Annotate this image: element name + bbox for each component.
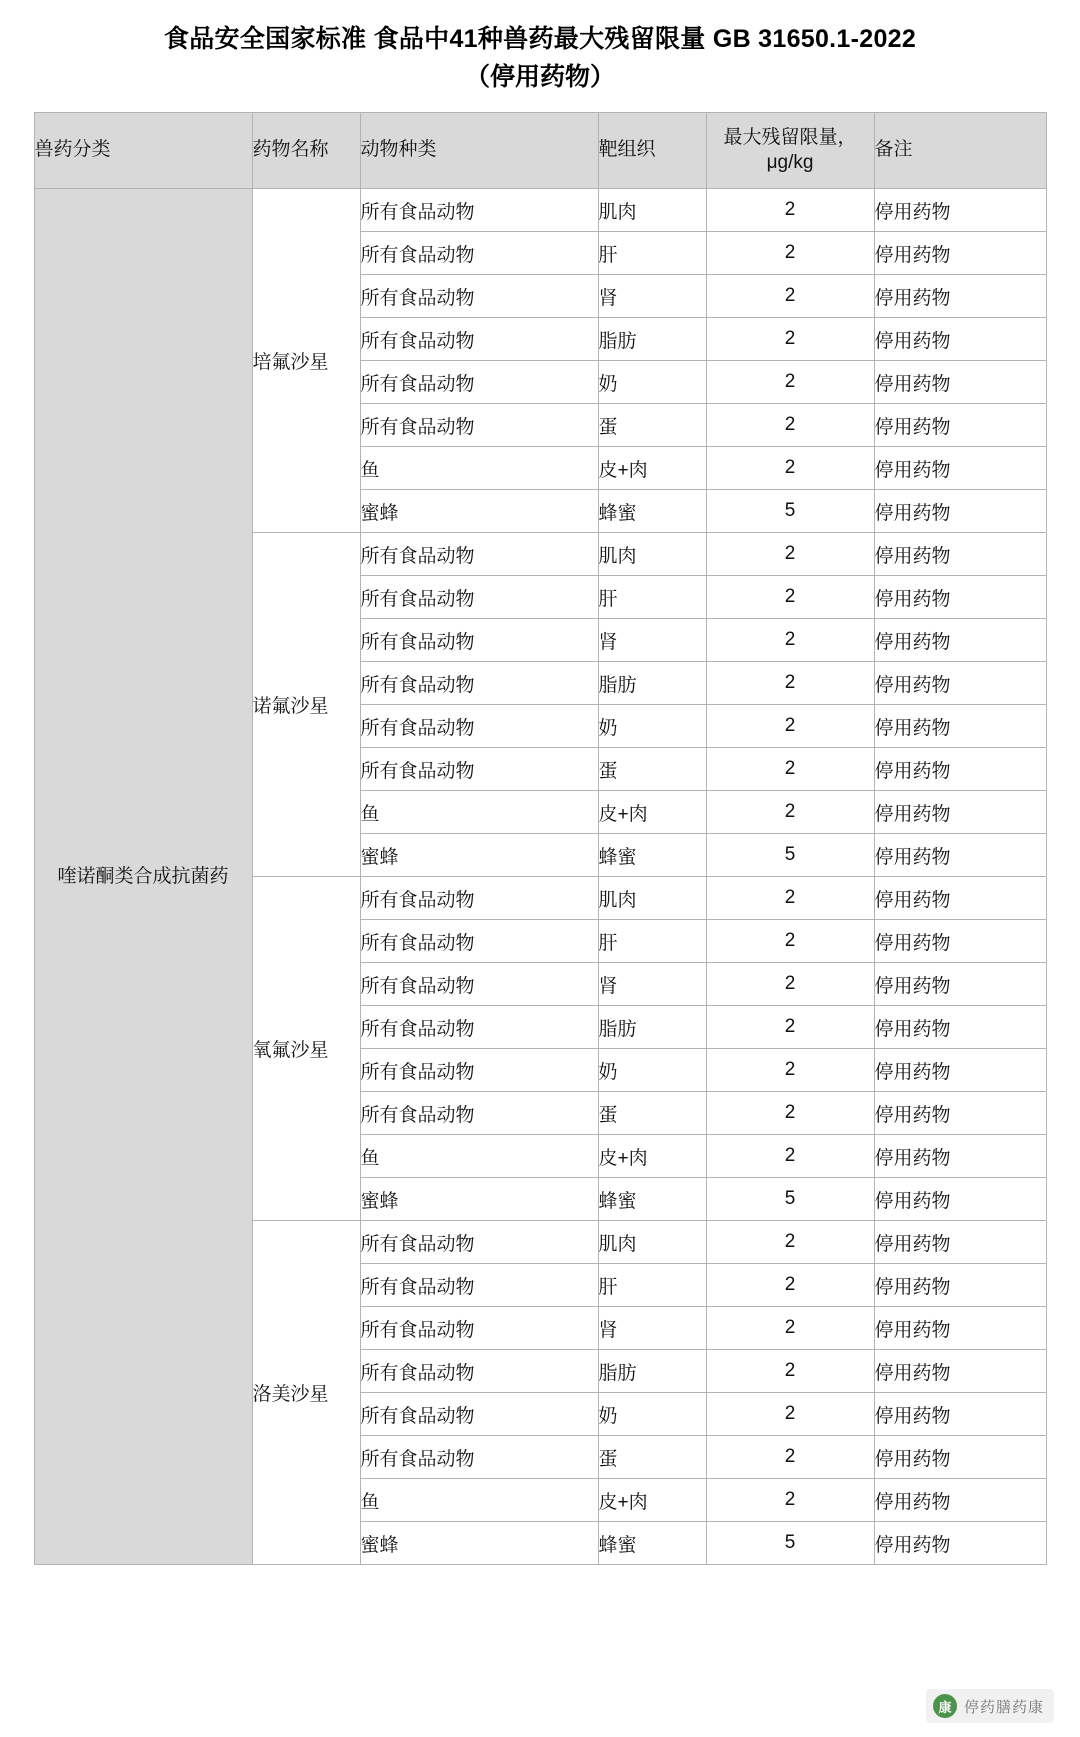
- cell-species: 所有食品动物: [360, 189, 598, 232]
- cell-mrl-value: 2: [706, 576, 874, 619]
- cell-mrl-value: 2: [706, 189, 874, 232]
- cell-mrl-value: 2: [706, 275, 874, 318]
- watermark: [926, 1689, 1054, 1723]
- watermark-label: 停药膳药康: [963, 1698, 1044, 1716]
- cell-mrl-value: 2: [706, 1436, 874, 1479]
- cell-note: 停用药物: [874, 1350, 1046, 1393]
- cell-tissue: 奶: [598, 705, 706, 748]
- cell-mrl-value: 2: [706, 748, 874, 791]
- cell-note: 停用药物: [874, 447, 1046, 490]
- cell-tissue: 肝: [598, 920, 706, 963]
- cell-note: 停用药物: [874, 963, 1046, 1006]
- cell-species: 所有食品动物: [360, 232, 598, 275]
- cell-mrl-value: 2: [706, 1135, 874, 1178]
- cell-tissue: 蛋: [598, 1436, 706, 1479]
- cell-note: 停用药物: [874, 1264, 1046, 1307]
- cell-tissue: 脂肪: [598, 1350, 706, 1393]
- cell-species: 所有食品动物: [360, 1092, 598, 1135]
- cell-drug-name: 培氟沙星: [252, 189, 360, 533]
- cell-species: 鱼: [360, 791, 598, 834]
- cell-note: 停用药物: [874, 705, 1046, 748]
- cell-species: 所有食品动物: [360, 1006, 598, 1049]
- cell-tissue: 奶: [598, 1393, 706, 1436]
- cell-species: 所有食品动物: [360, 318, 598, 361]
- cell-note: 停用药物: [874, 1049, 1046, 1092]
- cell-mrl-value: 2: [706, 1307, 874, 1350]
- cell-mrl-value: 2: [706, 533, 874, 576]
- cell-note: 停用药物: [874, 834, 1046, 877]
- cell-note: 停用药物: [874, 920, 1046, 963]
- cell-mrl-value: 2: [706, 1393, 874, 1436]
- column-header-mrl: 最大残留限量，μg/kg: [706, 113, 874, 189]
- cell-species: 蜜蜂: [360, 1178, 598, 1221]
- cell-mrl-value: 2: [706, 232, 874, 275]
- cell-drug-name: 诺氟沙星: [252, 533, 360, 877]
- cell-note: 停用药物: [874, 404, 1046, 447]
- cell-note: 停用药物: [874, 1393, 1046, 1436]
- cell-species: 所有食品动物: [360, 275, 598, 318]
- cell-tissue: 蜂蜜: [598, 1178, 706, 1221]
- cell-species: 所有食品动物: [360, 1307, 598, 1350]
- cell-species: 蜜蜂: [360, 834, 598, 877]
- cell-mrl-value: 2: [706, 619, 874, 662]
- cell-mrl-value: 2: [706, 1092, 874, 1135]
- column-header-tissue: 靶组织: [598, 113, 706, 189]
- cell-species: 鱼: [360, 1479, 598, 1522]
- cell-species: 所有食品动物: [360, 963, 598, 1006]
- cell-mrl-value: 2: [706, 963, 874, 1006]
- cell-species: 所有食品动物: [360, 619, 598, 662]
- cell-mrl-value: 2: [706, 447, 874, 490]
- cell-mrl-value: 2: [706, 877, 874, 920]
- cell-tissue: 蛋: [598, 1092, 706, 1135]
- residue-limits-table: [34, 112, 1047, 1565]
- cell-tissue: 肝: [598, 232, 706, 275]
- cell-mrl-value: 2: [706, 705, 874, 748]
- cell-species: 所有食品动物: [360, 533, 598, 576]
- cell-species: 所有食品动物: [360, 877, 598, 920]
- cell-note: 停用药物: [874, 1307, 1046, 1350]
- cell-species: 所有食品动物: [360, 361, 598, 404]
- cell-tissue: 肌肉: [598, 877, 706, 920]
- page-title: 食品安全国家标准 食品中41种兽药最大残留限量 GB 31650.1-2022: [163, 25, 917, 53]
- cell-species: 所有食品动物: [360, 748, 598, 791]
- cell-drug-name: 洛美沙星: [252, 1221, 360, 1565]
- column-header-note: 备注: [874, 113, 1046, 189]
- table-row: [34, 189, 1046, 232]
- cell-note: 停用药物: [874, 791, 1046, 834]
- cell-tissue: 蜂蜜: [598, 490, 706, 533]
- cell-note: 停用药物: [874, 1092, 1046, 1135]
- cell-note: 停用药物: [874, 748, 1046, 791]
- cell-species: 所有食品动物: [360, 1436, 598, 1479]
- cell-mrl-value: 5: [706, 490, 874, 533]
- cell-tissue: 皮+肉: [598, 447, 706, 490]
- cell-mrl-value: 2: [706, 318, 874, 361]
- cell-species: 所有食品动物: [360, 1264, 598, 1307]
- cell-note: 停用药物: [874, 232, 1046, 275]
- cell-note: 停用药物: [874, 1479, 1046, 1522]
- cell-tissue: 皮+肉: [598, 1479, 706, 1522]
- cell-note: 停用药物: [874, 1522, 1046, 1565]
- column-header-category: 兽药分类: [34, 113, 252, 189]
- cell-mrl-value: 5: [706, 1522, 874, 1565]
- cell-tissue: 肝: [598, 576, 706, 619]
- cell-note: 停用药物: [874, 877, 1046, 920]
- cell-mrl-value: 2: [706, 662, 874, 705]
- cell-note: 停用药物: [874, 318, 1046, 361]
- cell-species: 所有食品动物: [360, 705, 598, 748]
- cell-mrl-value: 2: [706, 1479, 874, 1522]
- cell-species: 蜜蜂: [360, 1522, 598, 1565]
- cell-tissue: 皮+肉: [598, 791, 706, 834]
- cell-mrl-value: 2: [706, 1264, 874, 1307]
- cell-note: 停用药物: [874, 1221, 1046, 1264]
- cell-species: 所有食品动物: [360, 576, 598, 619]
- cell-tissue: 肌肉: [598, 533, 706, 576]
- cell-species: 所有食品动物: [360, 1049, 598, 1092]
- cell-category: 喹诺酮类合成抗菌药: [34, 189, 252, 1565]
- cell-note: 停用药物: [874, 662, 1046, 705]
- cell-tissue: 脂肪: [598, 662, 706, 705]
- cell-note: 停用药物: [874, 1135, 1046, 1178]
- cell-mrl-value: 2: [706, 404, 874, 447]
- column-header-drug: 药物名称: [252, 113, 360, 189]
- cell-note: 停用药物: [874, 361, 1046, 404]
- cell-mrl-value: 2: [706, 1006, 874, 1049]
- column-header-species: 动物种类: [360, 113, 598, 189]
- cell-drug-name: 氧氟沙星: [252, 877, 360, 1221]
- cell-species: 所有食品动物: [360, 662, 598, 705]
- cell-note: 停用药物: [874, 533, 1046, 576]
- cell-tissue: 肾: [598, 275, 706, 318]
- cell-note: 停用药物: [874, 490, 1046, 533]
- cell-species: 鱼: [360, 447, 598, 490]
- cell-mrl-value: 2: [706, 1221, 874, 1264]
- cell-note: 停用药物: [874, 189, 1046, 232]
- cell-note: 停用药物: [874, 1006, 1046, 1049]
- table-header-row: [34, 113, 1046, 189]
- cell-mrl-value: 2: [706, 1350, 874, 1393]
- cell-tissue: 奶: [598, 1049, 706, 1092]
- cell-mrl-value: 2: [706, 1049, 874, 1092]
- cell-note: 停用药物: [874, 619, 1046, 662]
- cell-tissue: 皮+肉: [598, 1135, 706, 1178]
- cell-note: 停用药物: [874, 576, 1046, 619]
- cell-species: 所有食品动物: [360, 1221, 598, 1264]
- cell-species: 蜜蜂: [360, 490, 598, 533]
- cell-note: 停用药物: [874, 275, 1046, 318]
- cell-mrl-value: 2: [706, 361, 874, 404]
- cell-tissue: 奶: [598, 361, 706, 404]
- cell-tissue: 蛋: [598, 748, 706, 791]
- cell-species: 鱼: [360, 1135, 598, 1178]
- cell-tissue: 肾: [598, 963, 706, 1006]
- cell-tissue: 蜂蜜: [598, 1522, 706, 1565]
- cell-note: 停用药物: [874, 1178, 1046, 1221]
- cell-species: 所有食品动物: [360, 404, 598, 447]
- cell-mrl-value: 5: [706, 834, 874, 877]
- cell-tissue: 脂肪: [598, 318, 706, 361]
- cell-tissue: 蜂蜜: [598, 834, 706, 877]
- cell-mrl-value: 5: [706, 1178, 874, 1221]
- cell-species: 所有食品动物: [360, 920, 598, 963]
- cell-mrl-value: 2: [706, 920, 874, 963]
- table-body: [34, 189, 1046, 1565]
- table-header: [34, 113, 1046, 189]
- cell-species: 所有食品动物: [360, 1350, 598, 1393]
- cell-tissue: 肝: [598, 1264, 706, 1307]
- cell-tissue: 肾: [598, 619, 706, 662]
- cell-tissue: 脂肪: [598, 1006, 706, 1049]
- cell-tissue: 肾: [598, 1307, 706, 1350]
- cell-tissue: 肌肉: [598, 189, 706, 232]
- cell-mrl-value: 2: [706, 791, 874, 834]
- cell-tissue: 肌肉: [598, 1221, 706, 1264]
- cell-note: 停用药物: [874, 1436, 1046, 1479]
- cell-tissue: 蛋: [598, 404, 706, 447]
- cell-species: 所有食品动物: [360, 1393, 598, 1436]
- page-subtitle: （停用药物）: [464, 62, 615, 91]
- watermark-logo-icon: 康: [933, 1694, 957, 1718]
